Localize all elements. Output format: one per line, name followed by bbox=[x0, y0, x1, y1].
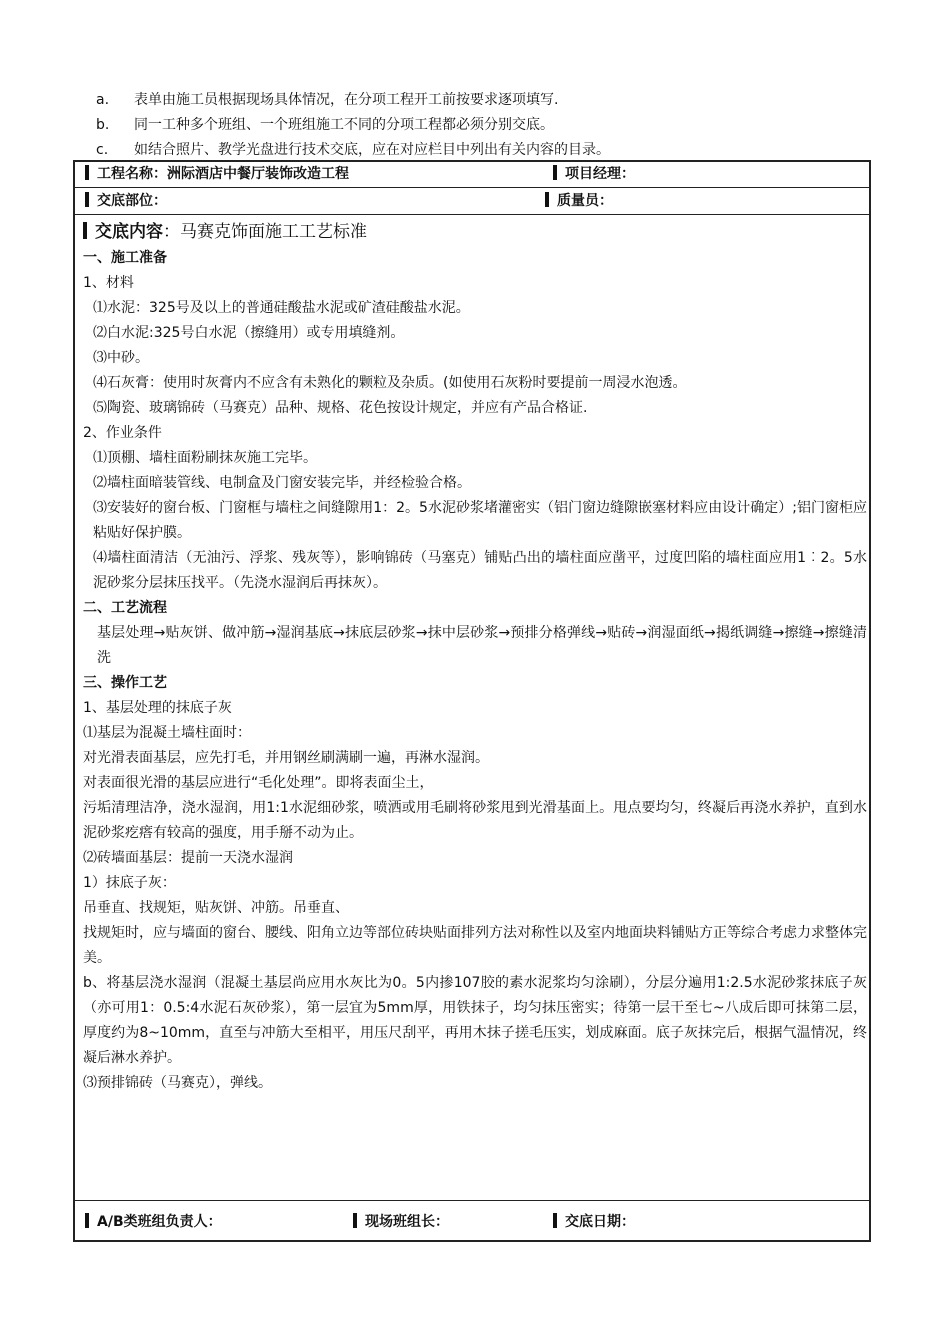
material-item: ⑸陶瓷、玻璃锦砖（马赛克）品种、规格、花色按设计规定，并应有产品合格证. bbox=[93, 400, 588, 416]
operation-step: ⑵砖墙面基层：提前一天浇水湿润 bbox=[83, 850, 293, 866]
marker-bar bbox=[85, 165, 89, 180]
location-cell bbox=[85, 189, 167, 213]
topic-line bbox=[83, 218, 867, 246]
project-manager-cell bbox=[553, 162, 635, 186]
date-label: 交底日期： bbox=[565, 1214, 635, 1230]
site-leader-cell bbox=[353, 1212, 449, 1232]
condition-item: ⑶安装好的窗台板、门窗框与墙柱之间缝隙用1：2。5水泥砂浆堵灌密实（铝门窗边缝隙嵌塞材料应由设计确定）;铝门窗柜应粘贴好保护膜。 bbox=[93, 500, 867, 541]
operation-step: 对光滑表面基层，应先打毛，并用钢丝刷满刷一遍，再淋水湿润。 bbox=[83, 750, 489, 766]
operation-step: ⑴基层为混凝土墙柱面时： bbox=[83, 725, 251, 741]
marker-bar bbox=[553, 1213, 557, 1228]
signature-row bbox=[75, 1200, 869, 1243]
marker-bar bbox=[545, 192, 549, 207]
header-row-2 bbox=[75, 189, 869, 215]
operation-step: b、将基层浇水湿润（混凝土基层尚应用水灰比为0。5内掺107胶的素水泥浆均匀涂刷），分层分遍用1:2.5水泥砂浆抹底子灰（亦可用1：0.5:4水泥石灰砂浆），第一层宜为5mm厚，用铁抹子，均匀抹压密实；待第一层干至七~八成后即可抹第二层，厚度约为8~10mm，直至与冲筋大至相平，用压尺刮平，再用木抹子搓毛压实，划成麻面。底子灰抹完后，根据气温情况，终凝后淋水养护。 bbox=[83, 975, 867, 1066]
project-manager-label: 项目经理： bbox=[565, 166, 635, 182]
marker-bar bbox=[85, 192, 89, 207]
operation-step: 1、基层处理的抹底子灰 bbox=[83, 700, 232, 716]
quality-officer-cell bbox=[545, 189, 613, 213]
condition-item: ⑵墙柱面暗装管线、电制盒及门窗安装完毕，并经检验合格。 bbox=[93, 475, 471, 491]
note-text: 同一工种多个班组、一个班组施工不同的分项工程都必须分别交底。 bbox=[134, 117, 554, 133]
note-text: 如结合照片、教学光盘进行技术交底，应在对应栏目中列出有关内容的目录。 bbox=[134, 142, 610, 158]
team-leader-cell bbox=[85, 1212, 222, 1232]
header-row-1 bbox=[75, 162, 869, 188]
disclosure-content bbox=[83, 218, 867, 1096]
marker-bar bbox=[353, 1213, 357, 1228]
instruction-notes bbox=[96, 88, 896, 163]
note-a bbox=[96, 88, 896, 113]
operation-step: 对表面很光滑的基层应进行“毛化处理”。即将表面尘土， bbox=[83, 775, 434, 791]
operation-step: 吊垂直、找规矩，贴灰饼、冲筋。吊垂直、 bbox=[83, 900, 349, 916]
condition-item: ⑷墙柱面清洁（无油污、浮浆、残灰等），影响锦砖（马塞克）铺贴凸出的墙柱面应凿平，过度凹陷的墙柱面应用1︰2。5水泥砂浆分层抹压找平。（先浇水湿润后再抹灰）。 bbox=[93, 550, 867, 591]
location-label: 交底部位： bbox=[97, 193, 167, 209]
section-2-title: 二、工艺流程 bbox=[83, 600, 167, 616]
topic-value: ：马赛克饰面施工工艺标准 bbox=[163, 222, 367, 242]
subsection-materials: 1、材料 bbox=[83, 275, 134, 291]
material-item: ⑴水泥：325号及以上的普通硅酸盐水泥或矿渣硅酸盐水泥。 bbox=[93, 300, 470, 316]
material-item: ⑵白水泥:325号白水泥（擦缝用）或专用填缝剂。 bbox=[93, 325, 405, 341]
team-leader-label: A/B类班组负责人： bbox=[97, 1214, 222, 1230]
note-text: 表单由施工员根据现场具体情况，在分项工程开工前按要求逐项填写. bbox=[134, 92, 559, 108]
disclosure-form bbox=[73, 160, 871, 1242]
marker-bar bbox=[85, 1213, 89, 1228]
site-leader-label: 现场班组长： bbox=[365, 1214, 449, 1230]
operation-step: ⑶预排锦砖（马赛克），弹线。 bbox=[83, 1075, 272, 1091]
note-marker: c. bbox=[96, 142, 109, 158]
operation-step: 污垢清理洁净，浇水湿润，用1:1水泥细砂浆，喷洒或用毛刷将砂浆甩到光滑基面上。甩点要均匀，终凝后再浇水养护，直到水泥砂浆疙瘩有较高的强度，用手掰不动为止。 bbox=[83, 800, 867, 841]
note-marker: a. bbox=[96, 92, 110, 108]
material-item: ⑶中砂。 bbox=[93, 350, 149, 366]
process-flow: 基层处理→贴灰饼、做冲筋→湿润基底→抹底层砂浆→抹中层砂浆→预排分格弹线→贴砖→润湿面纸→揭纸调缝→擦缝→擦缝清洗 bbox=[97, 625, 867, 666]
project-name-cell bbox=[85, 162, 349, 186]
condition-item: ⑴顶棚、墙柱面粉刷抹灰施工完毕。 bbox=[93, 450, 317, 466]
note-marker: b. bbox=[96, 117, 110, 133]
marker-bar bbox=[553, 165, 557, 180]
operation-step: 1）抹底子灰： bbox=[83, 875, 176, 891]
date-cell bbox=[553, 1212, 635, 1232]
topic-label: 交底内容 bbox=[95, 222, 163, 242]
operation-step: 找规矩时，应与墙面的窗台、腰线、阳角立边等部位砖块贴面排列方法对称性以及室内地面块料铺贴方正等综合考虑力求整体完美。 bbox=[83, 925, 867, 966]
marker-bar bbox=[83, 222, 87, 239]
material-item: ⑷石灰膏：使用时灰膏内不应含有未熟化的颗粒及杂质。(如使用石灰粉时要提前一周浸水泡透。 bbox=[93, 375, 687, 391]
subsection-conditions: 2、作业条件 bbox=[83, 425, 162, 441]
project-name: 工程名称：洲际酒店中餐厅装饰改造工程 bbox=[97, 166, 349, 182]
section-1-title: 一、施工准备 bbox=[83, 250, 167, 266]
quality-officer-label: 质量员： bbox=[557, 193, 613, 209]
section-3-title: 三、操作工艺 bbox=[83, 675, 167, 691]
note-b bbox=[96, 113, 896, 138]
